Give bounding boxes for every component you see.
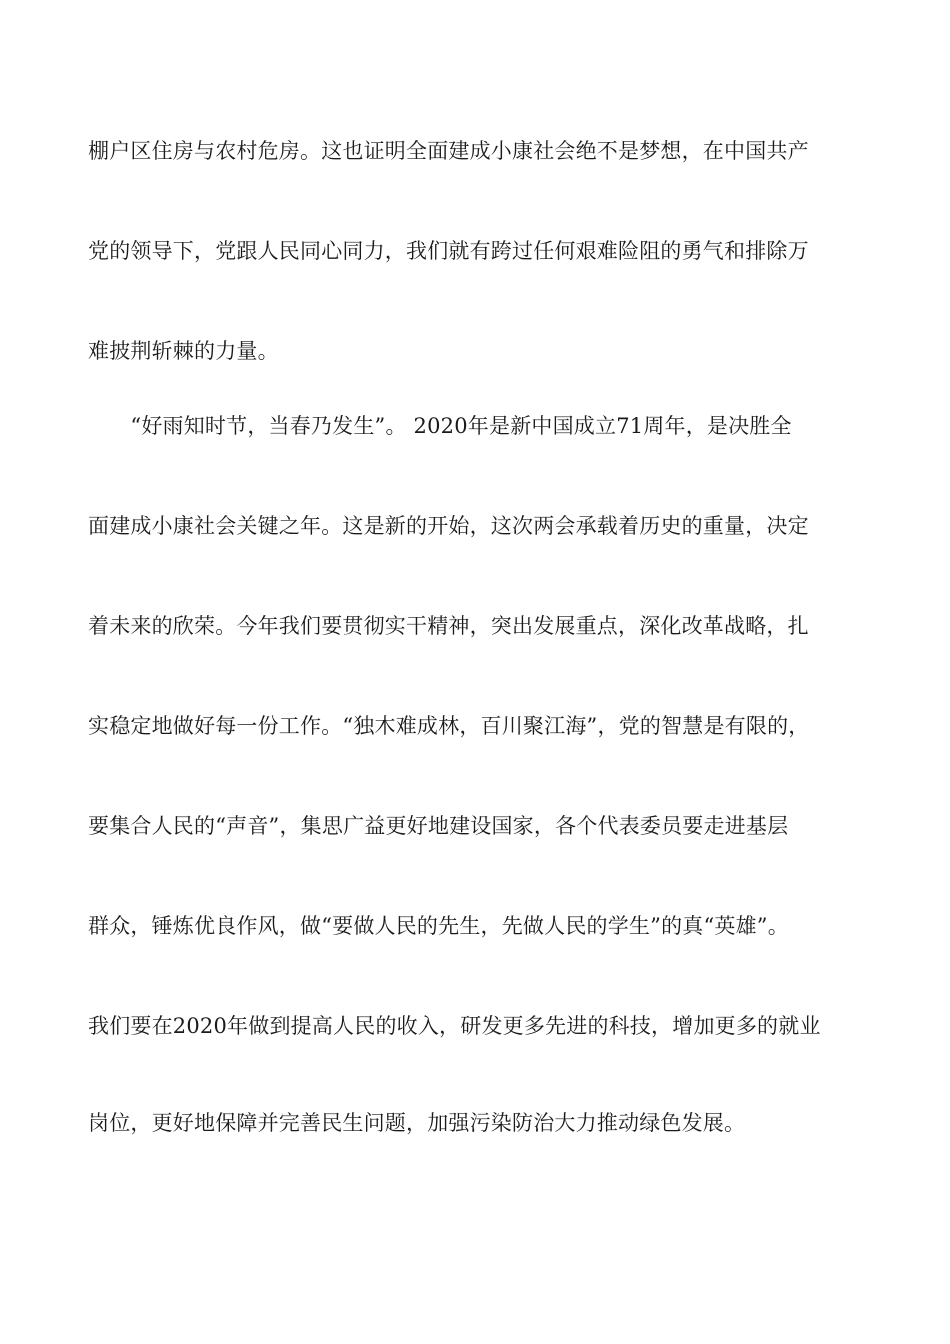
text-line: 我们要在2020年做到提高人民的收入，研发更多先进的科技，增加更多的就业 bbox=[88, 1014, 821, 1038]
text-line: 难披荆斩棘的力量。 bbox=[88, 339, 279, 363]
text-line: 棚户区住房与农村危房。这也证明全面建成小康社会绝不是梦想，在中国共产 bbox=[88, 139, 809, 163]
text-line: 要集合人民的“声音”，集思广益更好地建设国家，各个代表委员要走进基层 bbox=[88, 814, 789, 838]
text-line: 面建成小康社会关键之年。这是新的开始，这次两会承载着历史的重量，决定 bbox=[88, 514, 809, 538]
text-line: 着未来的欣荣。今年我们要贯彻实干精神，突出发展重点，深化改革战略，扎 bbox=[88, 614, 809, 638]
text-line: 岗位，更好地保障并完善民生问题，加强污染防治大力推动绿色发展。 bbox=[88, 1111, 746, 1135]
text-line: 党的领导下，党跟人民同心同力，我们就有跨过任何艰难险阻的勇气和排除万 bbox=[88, 239, 809, 263]
text-line: “好雨知时节，当春乃发生”。 2020年是新中国成立71周年，是决胜全 bbox=[88, 414, 792, 438]
text-line: 实稳定地做好每一份工作。“独木难成林，百川聚江海”，党的智慧是有限的， bbox=[88, 714, 810, 738]
text-line: 群众，锤炼优良作风，做“要做人民的先生，先做人民的学生”的真“英雄”。 bbox=[88, 914, 789, 938]
